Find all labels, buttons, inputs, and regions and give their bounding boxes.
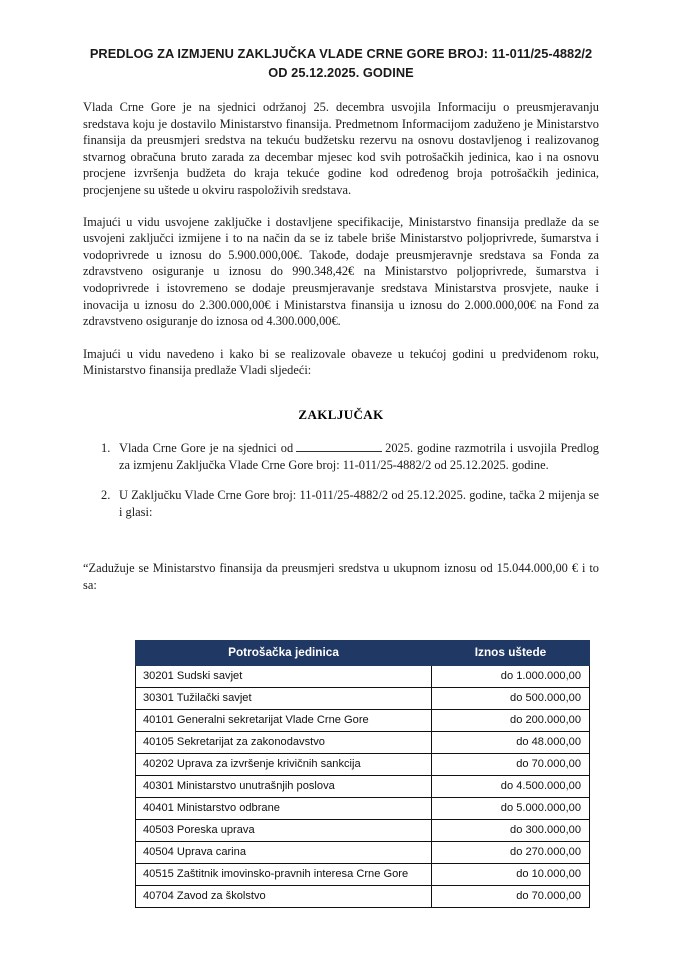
cell-amount: do 500.000,00 <box>432 688 590 710</box>
savings-table-container <box>83 640 599 908</box>
cell-unit: 40504 Uprava carina <box>136 842 432 864</box>
cell-amount: do 200.000,00 <box>432 710 590 732</box>
cell-unit: 30201 Sudski savjet <box>136 666 432 688</box>
paragraph-intro: Vlada Crne Gore je na sjednici održanoj 25. decembra usvojila Informaciju o preusmjeravanju sredstava koju je dostavilo Ministarstvo finansija. Predmetnom Informacijom zaduženo je Ministarstvo finansija da preusmjeri sredstva na tekuću budžetsku rezervu na osnovu dostavljenog i realizovanog stvarnog obračuna bruto zarada za decembar mjesec kod svih potrošačkih jedinica, kao i na osnovu procjene izvršenja budžeta do kraja tekuće godine kod određenog broja potrošačkih jedinica, procjenjene su uštede u okviru raspoloživih sredstava. <box>83 100 599 197</box>
cell-unit: 40503 Poreska uprava <box>136 820 432 842</box>
paragraph-proposal: Imajući u vidu usvojene zaključke i dostavljene specifikacije, Ministarstvo finansija predlaže da se usvojeni zaključci izmijene i to na način da se iz tabele briše Ministarstvo poljoprivrede, šumarstva i vodoprivrede u iznosu do 5.900.000,00€. Takođe, dodaje preusmjeravnje sredstava sa Fonda za zdravstveno osiguranje u iznosu do 990.348,42€ na Ministarstvo poljoprivrede, šumarstva i vodoprivrede i istovremeno se dodaje preusmjeravanje sredstava Ministarstva prosvjete, nauke i inovacija u iznosu do 2.300.000,00€ i Ministarstva finansija u iznosu do 2.000.000,00€ na Fond za zdravstveno osiguranje do iznosa od 4.300.000,00€. <box>83 214 599 329</box>
table-row <box>136 776 590 798</box>
cell-unit: 40515 Zaštitnik imovinsko-pravnih interesa Crne Gore <box>136 864 432 886</box>
table-row <box>136 886 590 908</box>
list-item-text-before: U Zaključku Vlade Crne Gore broj: 11-011/25-4882/2 od 25.12.2025. godine, tačka 2 mijenja se i glasi: <box>119 488 599 519</box>
column-header-amount: Iznos uštede <box>432 641 590 666</box>
cell-unit: 40401 Ministarstvo odbrane <box>136 798 432 820</box>
paragraph-closing: Imajući u vidu navedeno i kako bi se realizovale obaveze u tekućoj godini u predviđenom roku, Ministarstvo finansija predlaže Vladi sljedeći: <box>83 346 599 378</box>
cell-amount: do 4.500.000,00 <box>432 776 590 798</box>
conclusion-list <box>83 440 599 520</box>
section-heading-zakljucak: ZAKLJUČAK <box>298 406 384 422</box>
list-item-marker: 1. <box>101 440 111 455</box>
cell-amount: do 300.000,00 <box>432 820 590 842</box>
cell-unit: 40301 Ministarstvo unutrašnjih poslova <box>136 776 432 798</box>
savings-table <box>135 640 590 908</box>
list-item <box>83 440 599 473</box>
cell-unit: 40101 Generalni sekretarijat Vlade Crne Gore <box>136 710 432 732</box>
table-row <box>136 732 590 754</box>
cell-amount: do 70.000,00 <box>432 754 590 776</box>
column-header-unit: Potrošačka jedinica <box>136 641 432 666</box>
savings-table-body <box>136 666 590 908</box>
table-row <box>136 754 590 776</box>
table-row <box>136 842 590 864</box>
cell-unit: 30301 Tužilački savjet <box>136 688 432 710</box>
table-header-row <box>136 641 590 666</box>
list-item <box>83 487 599 520</box>
table-row <box>136 688 590 710</box>
cell-unit: 40105 Sekretarijat za zakonodavstvo <box>136 732 432 754</box>
savings-table-head <box>136 641 590 666</box>
cell-amount: do 48.000,00 <box>432 732 590 754</box>
fill-in-blank-line[interactable] <box>296 440 382 452</box>
table-row <box>136 798 590 820</box>
paragraph-quote-total: “Zadužuje se Ministarstvo finansija da preusmjeri sredstva u ukupnom iznosu od 15.044.000,00 € i to sa: <box>83 561 599 592</box>
page-title: PREDLOG ZA IZMJENU ZAKLJUČKA VLADE CRNE GORE BROJ: 11-011/25-4882/2 OD 25.12.2025. GODINE <box>89 46 593 80</box>
list-item-text-before: Vlada Crne Gore je na sjednici od <box>119 440 294 455</box>
table-row <box>136 666 590 688</box>
cell-amount: do 270.000,00 <box>432 842 590 864</box>
list-item-text-after: 2025. godine razmotrila i usvojila Predlog za izmjenu Zaključka Vlade Crne Gore broj: 11-011/25-4882/2 od 25.12.2025. godine. <box>119 440 600 472</box>
cell-unit: 40202 Uprava za izvršenje krivičnih sankcija <box>136 754 432 776</box>
table-row <box>136 864 590 886</box>
cell-amount: do 5.000.000,00 <box>432 798 590 820</box>
cell-amount: do 70.000,00 <box>432 886 590 908</box>
cell-unit: 40704 Zavod za školstvo <box>136 886 432 908</box>
cell-amount: do 1.000.000,00 <box>432 666 590 688</box>
table-row <box>136 820 590 842</box>
list-item-marker: 2. <box>101 488 111 503</box>
cell-amount: do 10.000,00 <box>432 864 590 886</box>
table-row <box>136 710 590 732</box>
